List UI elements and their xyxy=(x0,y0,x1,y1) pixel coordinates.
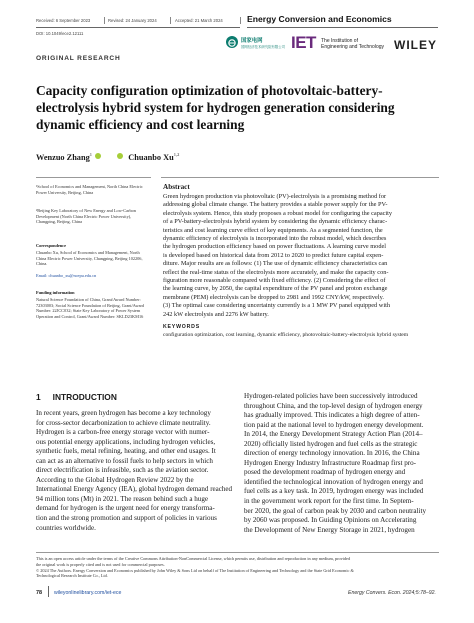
iet-logo-icon: IET xyxy=(291,33,316,52)
intro-line: can act as an alternative to fossil fuels to help sectors in which xyxy=(36,456,213,465)
iet-line1: The Institution of xyxy=(321,38,358,44)
article-title xyxy=(36,83,456,133)
license-line-1: This is an open access article under the terms of the Creative Commons Attribution-NonCommercial License, which permits use, distribution and reproduction in any medium, provided xyxy=(36,556,351,561)
intro-line: for cross-sector decarbonization to achieve climate neutrality. xyxy=(36,418,211,427)
intro-line: ber 2020, the goal of carbon peak by 2030 and carbon neutrality xyxy=(244,506,427,515)
intro-line: Hydrogen is a carbon-free energy storage vector with numer- xyxy=(36,428,210,437)
intro-line: countries worldwide. xyxy=(36,523,96,532)
intro-line: Hydrogen-related policies have been successively introduced xyxy=(244,392,418,400)
intro-line: by 2060 was proposed. In Guiding Opinions on Accelerating xyxy=(244,516,417,525)
author-list: Wenzuo Zhang$^1$ Chuanbo Xu$^{1,2}$ xyxy=(36,152,180,162)
section-label: ORIGINAL RESEARCH xyxy=(36,55,121,62)
abstract-line: dynamic efficiency of electrolysis is incorporated into the robust model, which describes xyxy=(163,235,387,243)
intro-line: the Development of New Energy Storage in 2021, hydrogen xyxy=(244,525,415,534)
abstract-line: diture. Major results are as follows: (1) The use of dynamic efficiency characteristics can xyxy=(163,260,388,268)
title-line-3: dynamic efficiency and cost learning xyxy=(36,116,245,132)
abstract-line: addressing global climate change. The battery provides a stable power supply for the PV- xyxy=(163,201,388,209)
intro-line: direction of energy technology innovation. In 2016, the China xyxy=(244,449,420,458)
intro-line: International Energy Agency (IEA), global hydrogen demand reached xyxy=(36,485,233,494)
wiley-logo: WILEY xyxy=(394,38,437,52)
sgcc-name: 国家电网 xyxy=(241,38,263,44)
keywords-heading: KEYWORDS xyxy=(163,324,200,330)
title-line-2: electrolysis hybrid system for hydrogen generation considering xyxy=(36,99,395,115)
page-number: 78 xyxy=(36,590,42,596)
intro-right-column xyxy=(244,392,440,535)
citation: Energy Convers. Econ. 2024;5:78–92. xyxy=(348,590,436,596)
abstract-line: electrolysis system. Hence, this study proposes a robust model for configuring the capacity xyxy=(163,209,393,217)
intro-line: 2020) officially listed hydrogen and fuel cells as the strategic xyxy=(244,439,418,448)
funding-heading: Funding information xyxy=(36,290,75,295)
license-line-4: Technological Research Institute Co., Ltd. xyxy=(36,573,108,579)
sgcc-logo-icon xyxy=(226,36,238,48)
abstract-line: of a PV-battery-electrolysis hybrid system by considering the dynamic efficiency charac- xyxy=(163,218,388,226)
funding-text: Natural Science Foundation of China, Grant/Award Number: 72303003; Social Science Foundation of Beijing, Grant/Award Number: 22JCC032; State Key Laboratory of Power System Operation and Control, Grant/Award Number: SKLD23KM16 xyxy=(36,297,145,319)
intro-line: identified the technological innovation of hydrogen energy and xyxy=(244,477,423,486)
doi: DOI: 10.1049/ece2.12111 xyxy=(36,31,84,36)
intro-line: ous potential energy applications, including hydrogen vehicles, xyxy=(36,437,216,446)
sgcc-subname: 国网经济技术研究院有限公司 xyxy=(241,45,286,49)
title-line-1: Capacity configuration optimization of photovoltaic-battery- xyxy=(36,83,383,98)
author-1[interactable]: Wenzuo Zhang xyxy=(36,152,90,162)
abstract-line: the learning curve, by 2050, the capital expenditure of the PV panel and proton exchange xyxy=(163,285,388,293)
section-number: 1 xyxy=(36,392,41,402)
orcid-icon[interactable] xyxy=(117,153,123,159)
intro-line: In 2014, the Energy Development Strategy Action Plan (2014– xyxy=(244,430,423,439)
abstract-body xyxy=(163,193,439,319)
intro-line: According to the Global Hydrogen Review 2022 by the xyxy=(36,475,194,484)
correspondence-heading: Correspondence xyxy=(36,243,66,248)
intro-line: has gradually improved. This indicates a high degree of atten- xyxy=(244,411,420,420)
intro-line: Hydrogen Energy Industry Infrastructure Roadmap first pro- xyxy=(244,458,417,467)
abstract-line: reflect the real-time status of the electrolysis more accurately, and make the capacity con- xyxy=(163,268,389,276)
iet-line2: Engineering and Technology xyxy=(321,44,385,50)
abstract-heading: Abstract xyxy=(163,183,190,191)
affiliation-1: ¹School of Economics and Management, North China Electric Power University, Beijing, China xyxy=(36,184,143,195)
license-line-3: © 2024 The Authors. Energy Conversion and Economics published by John Wiley & Sons Ltd on behalf of The Institution of Engineering and Technology and the State Grid Economic & xyxy=(36,567,354,573)
abstract-line: 242 kW electrolysis and 2276 kW battery. xyxy=(163,310,269,318)
intro-line: synthetic fuels, metal refining, heating, and other end usages. It xyxy=(36,447,216,456)
intro-line: demand for hydrogen is the urgent need for energy transforma- xyxy=(36,504,215,513)
intro-line: posed the development roadmap of hydrogen energy and xyxy=(244,468,406,477)
intro-line: 94 million tons (Mt) in 2021. The reason behind such a huge xyxy=(36,494,209,503)
intro-line: throughout China, and the top-level design of hydrogen energy xyxy=(244,401,423,410)
abstract-line: membrane (PEM) electrolysis can be dropped to 2981 and 1992 CNY/kW, respectively. xyxy=(163,293,384,301)
abstract-line: the hydrogen production efficiency based on power fluctuations. A learning curve model xyxy=(163,243,387,251)
license-line-2: the original work is properly cited and is not used for commercial purposes. xyxy=(36,561,165,567)
journal-url-link[interactable]: wileyonlinelibrary.com/iet-ece xyxy=(54,590,122,596)
abstract-line: figuration more reasonable compared with fixed efficiency. (2) Considering the effect of xyxy=(163,277,386,285)
affiliation-2: ²Beijing Key Laboratory of New Energy and Low-Carbon Development (North China Electric Power University), Changping, Beijing, China xyxy=(36,208,136,225)
section-heading-introduction xyxy=(36,392,117,402)
intro-line: tion paid at the national level to hydrogen energy development. xyxy=(244,420,424,429)
keywords-list: configuration optimization, cost learning, dynamic efficiency, photovoltaic-battery-electrolysis hybrid system xyxy=(163,332,409,338)
abstract-line: Green hydrogen production via photovoltaic (PV)-electrolysis is a promising method for xyxy=(163,193,387,200)
correspondence-email[interactable]: Email: chuanbo_xu@ncepu.edu.cn xyxy=(36,273,97,278)
correspondence-text: Chuanbo Xu, School of Economics and Management, North China Electric Power University, Changping, Beijing 102206, China. xyxy=(36,250,143,267)
journal-title: Energy Conversion and Economics xyxy=(247,14,392,24)
intro-line: in the government work report for the first time. In Septem- xyxy=(244,497,414,506)
revised-date: Revised: 24 January 2024 xyxy=(108,18,157,23)
author-2[interactable]: Chuanbo Xu xyxy=(128,152,174,162)
license-block xyxy=(36,556,439,579)
section-title: INTRODUCTION xyxy=(52,392,117,402)
intro-left-column xyxy=(36,409,232,533)
intro-line: direct electrification is infeasible, such as the aviation sector. xyxy=(36,466,209,475)
received-date: Received: 6 September 2023 xyxy=(36,18,91,23)
accepted-date: Accepted: 21 March 2024 xyxy=(175,18,223,23)
intro-line: tion and the strong promotion and support of policies in various xyxy=(36,514,217,523)
orcid-icon[interactable] xyxy=(95,153,101,159)
intro-line: fuel cells as a key task. In 2019, hydrogen energy was included xyxy=(244,487,424,496)
intro-line: In recent years, green hydrogen has become a key technology xyxy=(36,409,211,417)
abstract-line: (3) The optimal case considering uncertainty currently is a 1 MW PV panel equipped with xyxy=(163,302,390,310)
abstract-line: teristics and cost learning curve effect of key equipments. As a segmented function, the xyxy=(163,226,383,234)
abstract-line: is developed based on historical data from 2012 to 2020 to predict future capital expen- xyxy=(163,251,384,259)
